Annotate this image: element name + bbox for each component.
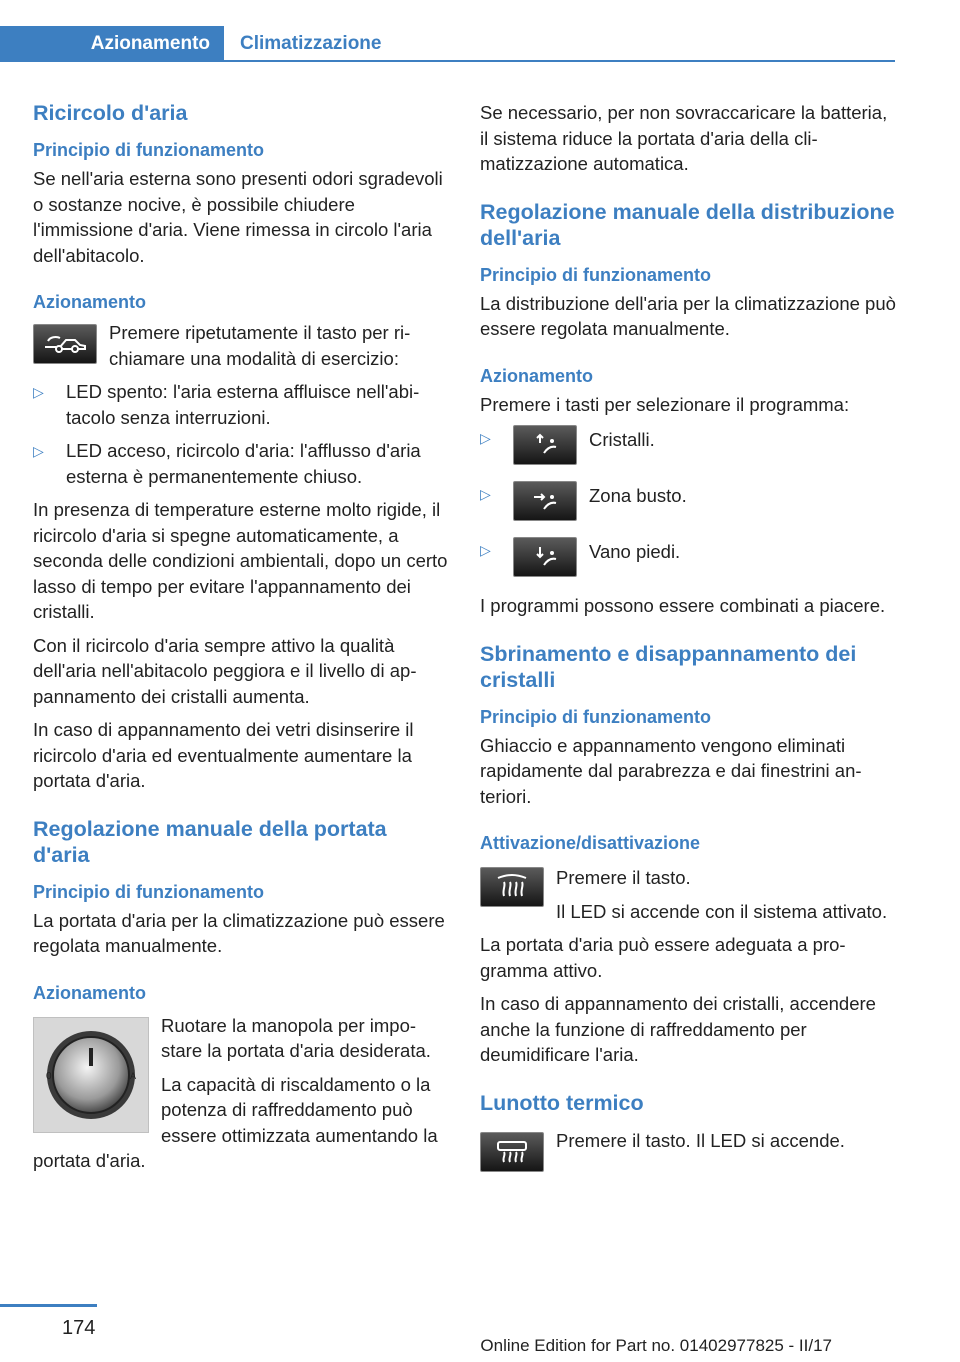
rear-window-defrost-button-icon — [480, 1132, 544, 1172]
paragraph: Ghiaccio e appannamento vengono eliminati rapidamente dal parabrezza e dai finestrini anteriori. — [480, 734, 862, 807]
defrost-instruction — [480, 859, 896, 932]
paragraph: Premere il tasto. Il LED si accende. — [556, 1129, 845, 1151]
tab-azionamento[interactable]: Azionamento — [0, 26, 224, 62]
heading-portata: Regolazione manuale della portata d'aria — [33, 816, 387, 867]
paragraph: In presenza di temperature esterne molto rigide, il ricircolo d'aria si spegne automaticamente, a seconda delle condizioni ambientali, dopo un certo lasso di tempo per evitare l'appannamento dei cristalli. — [33, 499, 448, 622]
paragraph: La portata d'aria per la climatizzazione può essere regolata manualmente. — [33, 909, 445, 956]
subheading-attivazione: Attivazione/disattivazione — [480, 833, 701, 853]
heading-distribuzione: Regolazione manuale della distribuzione dell'aria — [480, 199, 895, 250]
ricircolo-instruction — [33, 318, 449, 379]
paragraph: La distribuzione dell'aria per la climatizzazione può essere regolata manualmente. — [480, 292, 896, 339]
left-column — [33, 100, 449, 1182]
subheading-azionamento: Azionamento — [33, 982, 147, 1003]
tab-climatizzazione[interactable]: Climatizzazione — [240, 33, 382, 54]
page-number: 174 — [62, 1317, 96, 1339]
subheading-azionamento: Azionamento — [480, 365, 594, 386]
page-header — [0, 0, 960, 64]
paragraph: La portata d'aria può essere adeguata a programma attivo. — [480, 934, 846, 981]
triangle-bullet-icon: ▷ — [33, 443, 44, 459]
header-divider — [224, 60, 895, 62]
paragraph: Premere il tasto. — [556, 867, 691, 888]
led-mode-list — [33, 379, 449, 489]
defrost-windshield-button-icon — [480, 867, 544, 907]
list-item: ▷ LED spento: l'aria esterna affluisce nell'abitacolo senza interruzioni. — [33, 381, 420, 428]
heading-sbrinamento: Sbrinamento e disappannamento dei cristalli — [480, 641, 857, 692]
paragraph: La capacità di riscaldamento o la potenza di raffreddamento può essere ottimizzata aumentando la portata d'aria. — [33, 1073, 438, 1171]
heading-lunotto: Lunotto termico — [480, 1090, 644, 1115]
list-item: ▷ LED acceso, ricircolo d'aria: l'afflusso d'aria esterna è permanentemente chiuso. — [33, 440, 421, 487]
triangle-bullet-icon: ▷ — [480, 486, 491, 502]
right-column — [480, 100, 896, 1178]
paragraph: Premere i tasti per selezionare il programma: — [480, 393, 850, 415]
airflow-knob-image — [33, 1017, 149, 1133]
paragraph: Il LED si accende con il sistema attivato. — [556, 900, 888, 922]
list-item-piedi: ▷ Vano piedi. — [480, 537, 896, 581]
heading-ricircolo: Ricircolo d'aria — [33, 101, 188, 125]
paragraph: Se nell'aria esterna sono presenti odori sgradevoli o sostanze nocive, è possibile chiudere l'immissione d'aria. Viene rimessa in circolo l'aria dell'abitacolo. — [33, 168, 443, 266]
paragraph: I programmi possono essere combinati a piacere. — [480, 595, 886, 616]
subheading-principio: Principio di funzionamento — [480, 264, 711, 285]
footer-divider — [0, 1304, 97, 1307]
triangle-bullet-icon: ▷ — [480, 542, 491, 558]
subheading-principio: Principio di funzionamento — [33, 140, 264, 160]
subheading-azionamento: Azionamento — [33, 292, 147, 312]
knob-instruction — [33, 1009, 449, 1182]
rear-defrost-instruction — [480, 1128, 896, 1178]
windshield-airflow-button-icon — [513, 425, 577, 465]
paragraph: In caso di appannamento dei vetri disinserire il ricircolo d'aria ed eventualmente aumentare la portata d'aria. — [33, 719, 414, 791]
triangle-bullet-icon: ▷ — [33, 384, 44, 400]
svg-text:A: A — [130, 1070, 137, 1081]
upper-body-airflow-button-icon — [513, 481, 577, 521]
recirculation-button-icon — [33, 324, 97, 364]
subheading-principio: Principio di funzionamento — [33, 881, 264, 902]
triangle-bullet-icon: ▷ — [480, 430, 491, 446]
program-list — [480, 425, 896, 581]
paragraph: Se necessario, per non sovraccaricare la batteria, il sistema riduce la portata d'aria della climatizzazione automatica. — [480, 102, 888, 174]
svg-text:0: 0 — [46, 1070, 52, 1082]
paragraph: Ruotare la manopola per impostare la portata d'aria desiderata. — [161, 1014, 431, 1061]
footwell-airflow-button-icon — [513, 537, 577, 577]
list-item-cristalli: ▷ Cristalli. — [480, 425, 896, 469]
list-item-busto: ▷ Zona busto. — [480, 481, 896, 525]
paragraph: Premere ripetutamente il tasto per richiamare una modalità di esercizio: — [109, 322, 411, 369]
edition-label: Online Edition for Part no. 01402977825 - II/17 — [480, 1336, 832, 1355]
paragraph: Con il ricircolo d'aria sempre attivo la qualità dell'aria nell'abitacolo peggiora e il livello di appannamento dei cristalli aumenta. — [33, 634, 417, 707]
paragraph: In caso di appannamento dei cristalli, accendere anche la funzione di raffreddamento per deumidificare l'aria. — [480, 993, 876, 1065]
subheading-principio: Principio di funzionamento — [480, 706, 711, 727]
